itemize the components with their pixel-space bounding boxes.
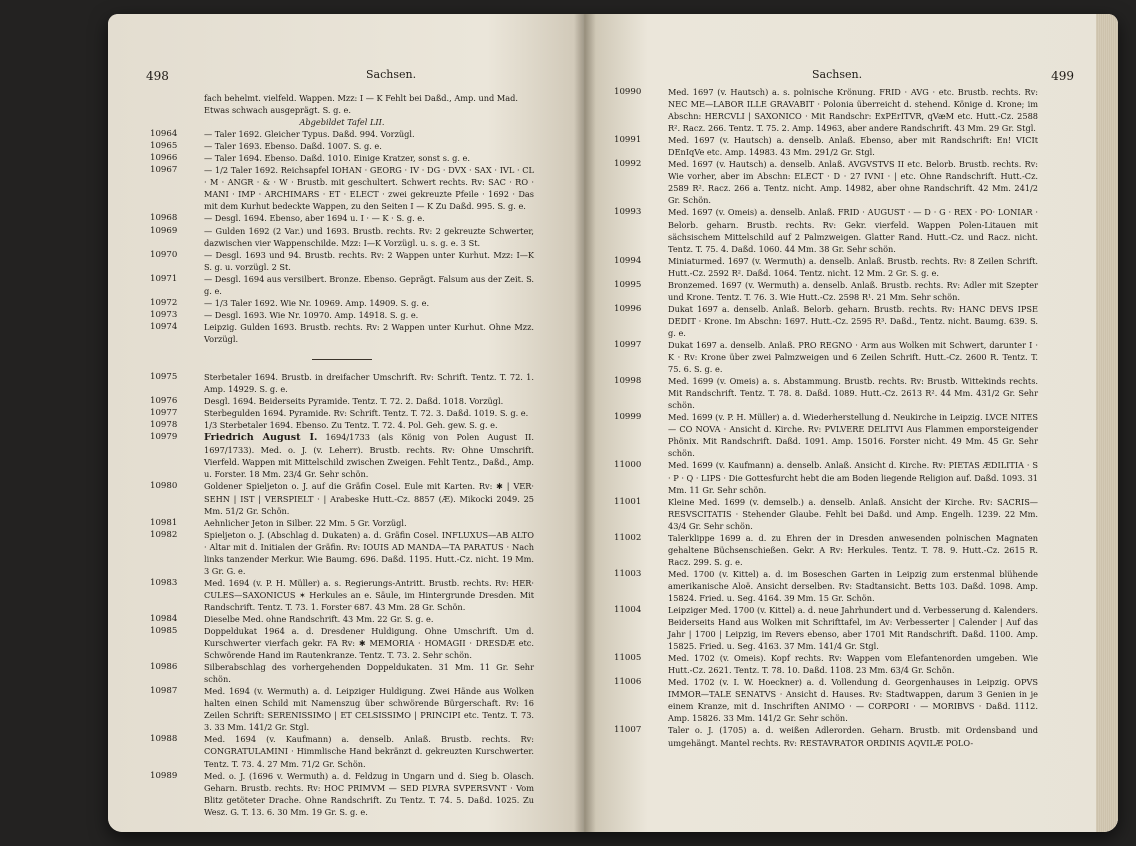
lot-number: 10990 bbox=[614, 87, 642, 97]
catalog-entry bbox=[614, 206, 1038, 254]
catalog-entry bbox=[614, 568, 1038, 604]
continuation-line: Etwas schwach ausgeprägt. S. g. e. bbox=[204, 105, 352, 116]
lot-number: 10991 bbox=[614, 135, 642, 146]
catalog-entry bbox=[150, 321, 534, 345]
catalog-entry bbox=[150, 164, 534, 212]
catalog-entry bbox=[150, 770, 534, 818]
catalog-entry bbox=[150, 480, 534, 516]
right-page-text bbox=[614, 86, 1038, 749]
lot-number: 10965 bbox=[150, 141, 178, 152]
lot-number: 10980 bbox=[150, 481, 178, 492]
lot-number: 11006 bbox=[614, 677, 642, 688]
catalog-entry bbox=[150, 625, 534, 661]
catalog-entry bbox=[614, 532, 1038, 568]
lot-number: 10973 bbox=[150, 309, 178, 320]
entry-list bbox=[150, 128, 534, 345]
catalog-entry bbox=[150, 529, 534, 577]
catalog-entry bbox=[150, 577, 534, 613]
section-divider bbox=[150, 353, 534, 365]
catalog-entry bbox=[150, 225, 534, 249]
lot-number: 10982 bbox=[150, 529, 178, 540]
lot-number: 11003 bbox=[614, 568, 642, 579]
lot-number: 10997 bbox=[614, 339, 642, 350]
catalog-entry bbox=[150, 419, 534, 431]
page-number: 499 bbox=[1051, 69, 1074, 83]
lot-description: Med. 1697 (v. Hautsch) a. s. polnische Krönung. FRID · AVG · etc. Brustb. rechts. Rv: NEC ME—LABOR ILLE GRAVABIT · Polonia überreicht d. stehend. Könige d. Krone; im Abschn: HERCVLI | SAXONICO · Mit Randschr: ExPErITVR, qVæM etc. Hutt.-Cz. 2588 R². Racz. 266. Tentz. T. 75. 2. Amp. 14963, aber andere Randschrift. 43 Mm. 29 Gr. Stgl. bbox=[668, 87, 1038, 134]
catalog-entry bbox=[614, 339, 1038, 375]
lot-description: — 1/3 Taler 1692. Wie Nr. 10969. Amp. 14909. S. g. e. bbox=[204, 297, 430, 308]
lot-description: Dukat 1697 a. denselb. Anlaß. Belorb. geharn. Brustb. rechts. Rv: HANC DEVS IPSE DEDIT · Krone. Im Abschn: 1697. Hutt.-Cz. 2595 R³. Daßd., Tentz. nicht. Baumg. 639. S. g. e. bbox=[668, 303, 1038, 338]
catalog-entry bbox=[150, 128, 534, 140]
catalog-entry bbox=[614, 134, 1038, 158]
lot-number: 10964 bbox=[150, 129, 178, 140]
catalog-entry bbox=[614, 459, 1038, 495]
entry-list bbox=[150, 371, 534, 818]
catalog-entry bbox=[150, 212, 534, 224]
lot-description: Dieselbe Med. ohne Randschrift. 43 Mm. 22 Gr. S. g. e. bbox=[204, 613, 434, 624]
lot-description: Med. 1702 (v. Omeis). Kopf rechts. Rv: Wappen vom Elefantenorden umgeben. Wie Hutt.-Cz. 2621. Tentz. T. 78. 10. Daßd. 1108. 23 Mm. 63/4 Gr. Schön. bbox=[668, 653, 1038, 676]
lot-description: — 1/2 Taler 1692. Reichsapfel IOHAN · GEORG · IV · DG · DVX · SAX · IVL · CL · M · ANGR · & · W · Brustb. mit geschultert. Schwert rechts. Rv: SAC · RO · MANI · IMP · ARCHIMARS · ET · ELECT · zwei gekreuzte Pfeile · 1692 · Das mit dem Kurhut bedeckte Wappen, zu den Seiten I — K Zu Daßd. 995. S. g. e. bbox=[204, 165, 534, 212]
lot-number: 10976 bbox=[150, 396, 178, 407]
lot-description: Goldener Spieljeton o. J. auf die Gräfin Cosel. Eule mit Karten. Rv: ✱ | VER· SEHN | IST | VERSPIELT · | Arabeske Hutt.-Cz. 8857 (Æ). Mikocki 2049. 25 Mm. 51/2 Gr. Schön. bbox=[204, 481, 534, 516]
lot-number: 10992 bbox=[614, 159, 642, 170]
catalog-entry bbox=[614, 676, 1038, 724]
lot-number: 10981 bbox=[150, 517, 178, 528]
catalog-entry bbox=[614, 724, 1038, 748]
lot-description: Med. 1694 (v. Kaufmann) a. denselb. Anlaß. Brustb. rechts. Rv: CONGRATULAMINI · Himmlische Hand bekränzt d. gekreuzten Kurschwerter. Tentz. T. 73. 4. 27 Mm. 71/2 Gr. Schön. bbox=[204, 734, 534, 769]
lot-description: Med. 1697 (v. Hautsch) a. denselb. Anlaß. Ebenso, aber mit Randschrift: En! VICIt DEnIqVe etc. Amp. 14983. 43 Mm. 291/2 Gr. Stgl. bbox=[668, 135, 1038, 158]
catalog-entry bbox=[150, 152, 534, 164]
lot-description: Leipziger Med. 1700 (v. Kittel) a. d. neue Jahrhundert und d. Verbesserung d. Kalenders. Beiderseits Hand aus Wolken mit Schrifttafel, im Av: Verbesserter | Calender | Auf das Jahr | 1700 | Leipzig, im Revers ebenso, aber 1701 Mit Randschrift. Daßd. 1100. Amp. 15825. Fried. u. Seg. 4163. 37 Mm. 141/4 Gr. Stgl. bbox=[668, 605, 1038, 652]
catalog-entry bbox=[614, 158, 1038, 206]
lot-description: Leipzig. Gulden 1693. Brustb. rechts. Rv: 2 Wappen unter Kurhut. Ohne Mzz. Vorzügl. bbox=[204, 321, 534, 344]
lot-description: 1694/1733 (als König von Polen August II. 1697/1733). Med. o. J. (v. Leherr). Brustb. rechts. Rv: Ohne Umschrift. Vierfeld. Wappen mit Mittelschild zwischen Zweigen. Fehlt Tentz., Daßd., Amp. u. Forster. 18 Mm. 23/4 Gr. Sehr schön. bbox=[204, 432, 534, 480]
lot-description: — Gulden 1692 (2 Var.) und 1693. Brustb. rechts. Rv: 2 gekreuzte Schwerter, dazwischen vier Wappenschilde. Mzz: I—K Vorzügl. u. s. g. e. 3 St. bbox=[204, 225, 534, 248]
lot-description: Med. 1700 (v. Kittel) a. d. im Boseschen Garten in Leipzig zum erstenmal blühende amerikanische Aloë. Ansicht derselben. Rv: Stadtansicht. Betts 103. Daßd. 1098. Amp. 15824. Fried. u. Seg. 4164. 39 Mm. 15 Gr. Schön. bbox=[668, 568, 1038, 603]
lot-description: Silberabschlag des vorhergehenden Doppeldukaten. 31 Mm. 11 Gr. Sehr schön. bbox=[204, 662, 534, 685]
lot-number: 10969 bbox=[150, 225, 178, 236]
lot-number: 10975 bbox=[150, 372, 178, 383]
catalog-entry bbox=[150, 685, 534, 733]
lot-description: Taler o. J. (1705) a. d. weißen Adlerorden. Geharn. Brustb. mit Ordensband und umgehängt. Mantel rechts. Rv: RESTAVRATOR ORDINIS AQVILÆ POLO- bbox=[668, 725, 1038, 748]
catalog-entry bbox=[150, 371, 534, 395]
left-page-text bbox=[150, 92, 534, 818]
lot-number: 10966 bbox=[150, 153, 178, 164]
lot-number: 10999 bbox=[614, 412, 642, 423]
lot-number: 10986 bbox=[150, 662, 178, 673]
lot-number: 11002 bbox=[614, 532, 642, 543]
page-number: 498 bbox=[146, 69, 169, 83]
lot-description: Doppeldukat 1964 a. d. Dresdener Huldigung. Ohne Umschrift. Um d. Kurschwerter vierfach gekr. FA Rv: ✱ MEMORIA · HOMAGII · DRESDÆ etc. Schwörende Hand im Rautenkranze. Tentz. T. 73. 2. Sehr schön. bbox=[204, 626, 534, 661]
lot-description: 1/3 Sterbetaler 1694. Ebenso. Zu Tentz. T. 72. 4. Pol. Geh. gew. S. g. e. bbox=[204, 420, 498, 431]
lot-number: 10994 bbox=[614, 255, 642, 266]
right-page bbox=[584, 14, 1118, 832]
lot-number: 10984 bbox=[150, 613, 178, 624]
lot-description: Talerklippe 1699 a. d. zu Ehren der in Dresden anwesenden polnischen Magnaten gehaltene Büchsenschießen. Gekr. A Rv: Herkules. Tentz. T. 78. 9. Hutt.-Cz. 2615 R. Racz. 299. S. g. e. bbox=[668, 532, 1038, 567]
catalog-entry bbox=[150, 297, 534, 309]
lot-number: 10967 bbox=[150, 165, 178, 176]
lot-description: Desgl. 1694. Beiderseits Pyramide. Tentz. T. 72. 2. Daßd. 1018. Vorzügl. bbox=[204, 396, 504, 407]
lot-description: — Desgl. 1694 aus versilbert. Bronze. Ebenso. Geprägt. Falsum aus der Zeit. S. g. e. bbox=[204, 273, 534, 296]
page-edges bbox=[1096, 14, 1118, 832]
catalog-entry bbox=[150, 431, 534, 480]
lot-description: Med. 1697 (v. Hautsch) a. denselb. Anlaß. AVGVSTVS II etc. Belorb. Brustb. rechts. Rv: Wie vorher, aber im Abschn: ELECT · D · 27 IVNI · | etc. Ohne Randschrift. Hutt.-Cz. 2589 R². Racz. 266 a. Tentz. nicht. Amp. 14982, aber ohne Randschrift. 42 Mm. 241/2 Gr. Schön. bbox=[668, 159, 1038, 206]
lot-number: 10998 bbox=[614, 376, 642, 387]
catalog-entry bbox=[150, 309, 534, 321]
lot-description: Aehnlicher Jeton in Silber. 22 Mm. 5 Gr. Vorzügl. bbox=[204, 517, 407, 528]
lot-description: Kleine Med. 1699 (v. demselb.) a. denselb. Anlaß. Ansicht der Kirche. Rv: SACRIS—RESVSCITATIS · Stehender Glaube. Fehlt bei Daßd. und Amp. Engelh. 1239. 22 Mm. 43/4 Gr. Sehr schön. bbox=[668, 496, 1038, 531]
lot-number: 11005 bbox=[614, 653, 642, 664]
lot-number: 11001 bbox=[614, 496, 642, 507]
lot-number: 11000 bbox=[614, 460, 642, 471]
lot-number: 10985 bbox=[150, 626, 178, 637]
lot-description: Sterbegulden 1694. Pyramide. Rv: Schrift. Tentz. T. 72. 3. Daßd. 1019. S. g. e. bbox=[204, 408, 529, 419]
lot-description: Med. 1702 (v. I. W. Hoeckner) a. d. Vollendung d. Georgenhauses in Leipzig. OPVS IMMOR—TALE SENATVS · Ansicht d. Hauses. Rv: Stadtwappen, darum 3 Genien in je einem Kranze, mit d. Inschriften ANIMO · — CORPORI · — MORIBVS · Daßd. 1112. Amp. 15826. 33 Mm. 141/2 Gr. Sehr schön. bbox=[668, 677, 1038, 724]
plate-caption: Abgebildet Tafel LII. bbox=[299, 117, 385, 128]
lot-number: 10989 bbox=[150, 770, 178, 781]
lot-number: 10995 bbox=[614, 279, 642, 290]
lot-number: 11007 bbox=[614, 725, 642, 736]
catalog-entry bbox=[150, 661, 534, 685]
lot-number: 11004 bbox=[614, 605, 642, 616]
lot-description: Med. 1694 (v. P. H. Müller) a. s. Regierungs-Antritt. Brustb. rechts. Rv: HER· CULES—SAXONICUS ✶ Herkules an e. Säule, im Hintergrunde Dresden. Mit Randschrift. Tentz. T. 73. 1. Forster 687. 43 Mm. 28 Gr. Schön. bbox=[204, 577, 534, 612]
catalog-entry bbox=[150, 273, 534, 297]
lot-description: Med. 1699 (v. P. H. Müller) a. d. Wiederherstellung d. Neukirche in Leipzig. LVCE NITES — CO NOVA · Ansicht d. Kirche. Rv: PVLVERE DELITVI Aus Flammen emporsteigender Phönix. Mit Randschrift. Daßd. 1091. Amp. 15016. Forster nicht. 49 Mm. 45 Gr. Sehr schön. bbox=[668, 412, 1038, 459]
lot-description: — Desgl. 1693 und 94. Brustb. rechts. Rv: 2 Wappen unter Kurhut. Mzz: I—K S. g. u. vorzügl. 2 St. bbox=[204, 249, 534, 272]
lot-number: 10968 bbox=[150, 213, 178, 224]
continuation-line: fach behelmt. vielfeld. Wappen. Mzz: I — K Fehlt bei Daßd., Amp. und Mad. bbox=[204, 93, 518, 103]
lot-description: Med. 1697 (v. Omeis) a. denselb. Anlaß. FRID · AUGUST · — D · G · REX · PO· LONIAR · Belorb. geharn. Brustb. rechts. Rv: Gekr. vierfeld. Wappen Polen-Litauen mit sächsischem Mittelschild auf 2 Palmzweigen. Glatter Rand. Hutt.-Cz. und Racz. nicht. Tentz. T. 75. 4. Daßd. 1060. 44 Mm. 38 Gr. Sehr schön. bbox=[668, 207, 1038, 254]
catalog-entry bbox=[150, 407, 534, 419]
catalog-entry bbox=[614, 652, 1038, 676]
lot-number: 10979 bbox=[150, 432, 178, 443]
lot-number: 10971 bbox=[150, 273, 178, 284]
lot-number: 10970 bbox=[150, 249, 178, 260]
catalog-entry bbox=[614, 411, 1038, 459]
catalog-entry bbox=[150, 249, 534, 273]
lot-description: Spieljeton o. J. (Abschlag d. Dukaten) a. d. Gräfin Cosel. INFLUXUS—AB ALTO · Altar mit d. Initialen der Gräfin. Rv: IOUIS AD MANDA—TA PARATUS · Nach links tanzender Merkur. Wie Baumg. 696. Daßd. 1195. Hutt.-Cz. nicht. 19 Mm. 3 Gr. G. e. bbox=[204, 529, 534, 576]
lot-description: — Taler 1692. Gleicher Typus. Daßd. 994. Vorzügl. bbox=[204, 129, 415, 140]
catalog-entry bbox=[614, 279, 1038, 303]
lot-number: 10978 bbox=[150, 420, 178, 431]
open-book bbox=[108, 14, 1118, 832]
catalog-entry bbox=[150, 613, 534, 625]
lot-description: Med. o. J. (1696 v. Wermuth) a. d. Feldzug in Ungarn und d. Sieg b. Olasch. Geharn. Brustb. rechts. Rv: HOC PRIMVM — SED PLVRA SVPERSVNT · Vom Blitz getöteter Drache. Ohne Randschrift. Zu Tentz. T. 74. 5. Daßd. 1025. Zu Wesz. G. T. 13. 6. 30 Mm. 19 Gr. S. g. e. bbox=[204, 770, 534, 817]
lot-number: 10993 bbox=[614, 207, 642, 218]
lot-number: 10974 bbox=[150, 321, 178, 332]
lot-number: 10983 bbox=[150, 577, 178, 588]
lot-description: — Taler 1693. Ebenso. Daßd. 1007. S. g. e. bbox=[204, 141, 382, 152]
lot-description: Dukat 1697 a. denselb. Anlaß. PRO REGNO · Arm aus Wolken mit Schwert, darunter I · K · Rv: Krone über zwei Palmzweigen und 6 Zeilen Schrift. Hutt.-Cz. 2600 R. Tentz. T. 75. 6. S. g. e. bbox=[668, 339, 1038, 375]
lot-description: — Desgl. 1694. Ebenso, aber 1694 u. I · — K · S. g. e. bbox=[204, 213, 425, 224]
ruler-name: Friedrich August I. bbox=[204, 432, 318, 444]
catalog-entry bbox=[150, 140, 534, 152]
catalog-entry bbox=[150, 733, 534, 769]
lot-description: Miniaturmed. 1697 (v. Wermuth) a. denselb. Anlaß. Brustb. rechts. Rv: 8 Zeilen Schrift. Hutt.-Cz. 2592 R². Daßd. 1064. Tentz. nicht. 12 Mm. 2 Gr. S. g. e. bbox=[668, 255, 1038, 278]
lot-description: Bronzemed. 1697 (v. Wermuth) a. denselb. Anlaß. Brustb. rechts. Rv: Adler mit Szepter und Krone. Tentz. T. 76. 3. Wie Hutt.-Cz. 2598 R¹. 21 Mm. Sehr schön. bbox=[668, 279, 1038, 302]
lot-description: — Taler 1694. Ebenso. Daßd. 1010. Einige Kratzer, sonst s. g. e. bbox=[204, 153, 471, 164]
catalog-entry bbox=[614, 255, 1038, 279]
lot-description: Med. 1694 (v. Wermuth) a. d. Leipziger Huldigung. Zwei Hände aus Wolken halten einen Schild mit Namenszug über schwörende Bürgerschaft. Rv: 16 Zeilen Schrift: SERENISSIMO | ET CELSISSIMO | PRINCIPI etc. Tentz. T. 73. 3. 33 Mm. 141/2 Gr. Stgl. bbox=[204, 686, 534, 733]
running-head: Sachsen. bbox=[366, 68, 417, 81]
lot-description: — Desgl. 1693. Wie Nr. 10970. Amp. 14918. S. g. e. bbox=[204, 309, 419, 320]
catalog-entry bbox=[150, 395, 534, 407]
lot-number: 10996 bbox=[614, 303, 642, 314]
catalog-entry bbox=[614, 375, 1038, 411]
catalog-entry bbox=[614, 86, 1038, 134]
catalog-entry bbox=[614, 303, 1038, 339]
lot-number: 10988 bbox=[150, 734, 178, 745]
left-page bbox=[108, 14, 582, 832]
lot-number: 10972 bbox=[150, 297, 178, 308]
lot-description: Med. 1699 (v. Omeis) a. s. Abstammung. Brustb. rechts. Rv: Brustb. Wittekinds rechts. Mit Randschrift. Tentz. T. 78. 8. Daßd. 1089. Hutt.-Cz. 2613 R². 44 Mm. 431/2 Gr. Sehr schön. bbox=[668, 376, 1038, 411]
lot-number: 10987 bbox=[150, 686, 178, 697]
lot-description: Med. 1699 (v. Kaufmann) a. denselb. Anlaß. Ansicht d. Kirche. Rv: PIETAS ÆDILITIA · S · P · Q · LIPS · Die Gottesfurcht hebt die am Boden liegende Religion auf. Daßd. 1093. 31 Mm. 11 Gr. Sehr schön. bbox=[668, 460, 1039, 495]
catalog-entry bbox=[614, 604, 1038, 652]
book-gutter bbox=[574, 14, 596, 832]
lot-number: 10977 bbox=[150, 408, 178, 419]
lot-description: Sterbetaler 1694. Brustb. in dreifacher Umschrift. Rv: Schrift. Tentz. T. 72. 1. Amp. 14929. S. g. e. bbox=[204, 372, 534, 395]
entry-list bbox=[614, 86, 1038, 749]
catalog-entry bbox=[614, 496, 1038, 532]
catalog-entry bbox=[150, 517, 534, 529]
running-head: Sachsen. bbox=[812, 68, 863, 81]
